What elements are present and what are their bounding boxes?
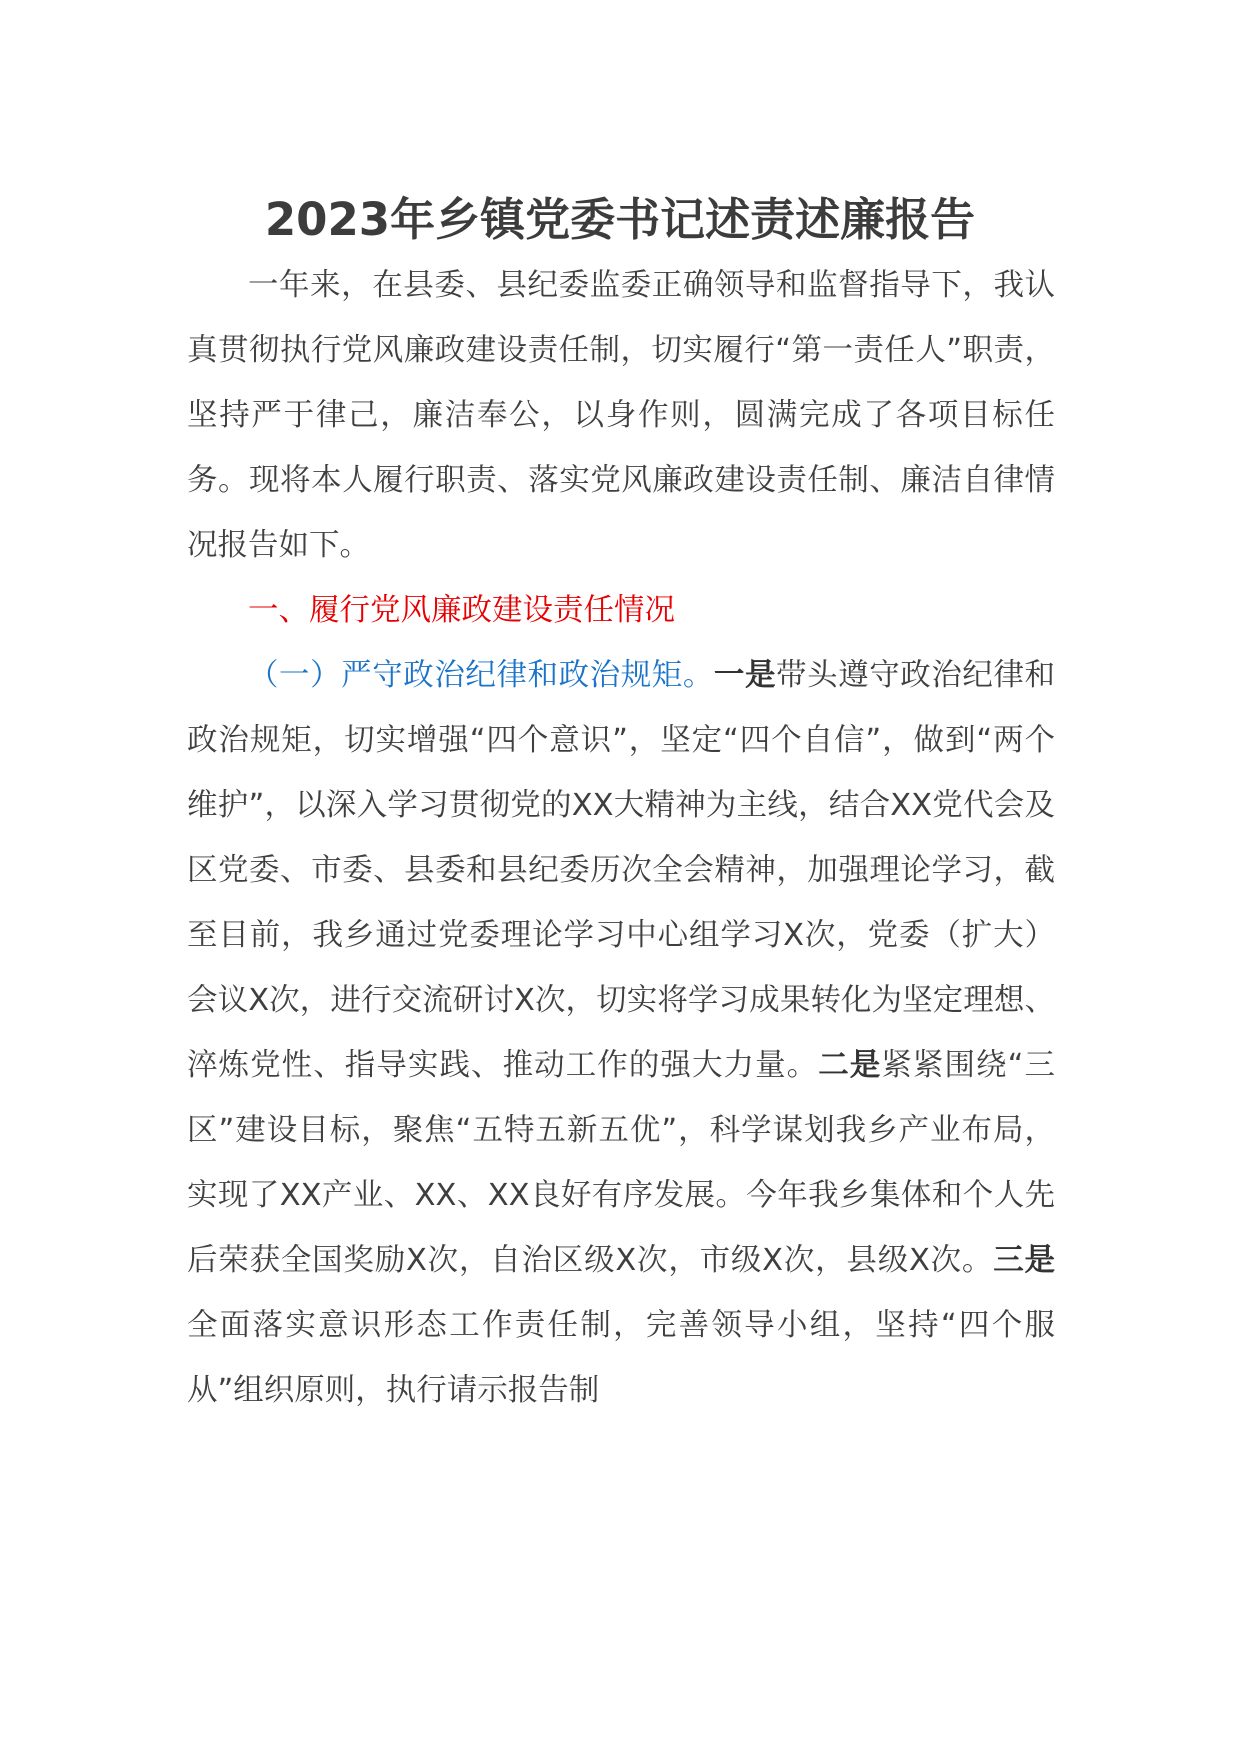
point-text-1: 带头遵守政治纪律和政治规矩，切实增强“四个意识”，坚定“四个自信”，做到“两个维护”，以深入学习贯彻党的XX大精神为主线，结合XX党代会及区党委、市委、县委和县纪委历次全会精神，加强理论学习，截至目前，我乡通过党委理论学习中心组学习X次，党委（扩大）会议X次，进行交流研讨X次，切实将学习成果转化为坚定理想、淬炼党性、指导实践、推动工作的强大力量。: [187, 658, 1056, 1083]
intro-paragraph: 一年来，在县委、县纪委监委正确领导和监督指导下，我认真贯彻执行党风廉政建设责任制，切实履行“第一责任人”职责，坚持严于律己，廉洁奉公，以身作则，圆满完成了各项目标任务。现将本人履行职责、落实党风廉政建设责任制、廉洁自律情况报告如下。: [187, 268, 1055, 563]
point-text-2: 紧紧围绕“三区”建设目标，聚焦“五特五新五优”，科学谋划我乡产业布局，实现了XX产业、XX、XX良好有序发展。今年我乡集体和个人先后荣获全国奖励X次，自治区级X次，市级X次，县级X次。: [187, 1048, 1055, 1278]
point-label-2: 二是: [818, 1048, 882, 1083]
subsection-heading: （一）严守政治纪律和政治规矩。: [248, 658, 714, 693]
point-text-3: 全面落实意识形态工作责任制，完善领导小组，坚持“四个服从”组织原则，执行请示报告制: [187, 1308, 1055, 1408]
point-label-1: 一是: [713, 658, 777, 693]
section-heading: [187, 578, 1055, 643]
point-label-3: 三是: [993, 1243, 1056, 1278]
document-title: 2023年乡镇党委书记述责述廉报告: [264, 193, 976, 246]
document-body: [187, 253, 1055, 1423]
subsection-paragraph: [187, 643, 1055, 1423]
section-heading-text: 一、履行党风廉政建设责任情况: [248, 593, 675, 628]
